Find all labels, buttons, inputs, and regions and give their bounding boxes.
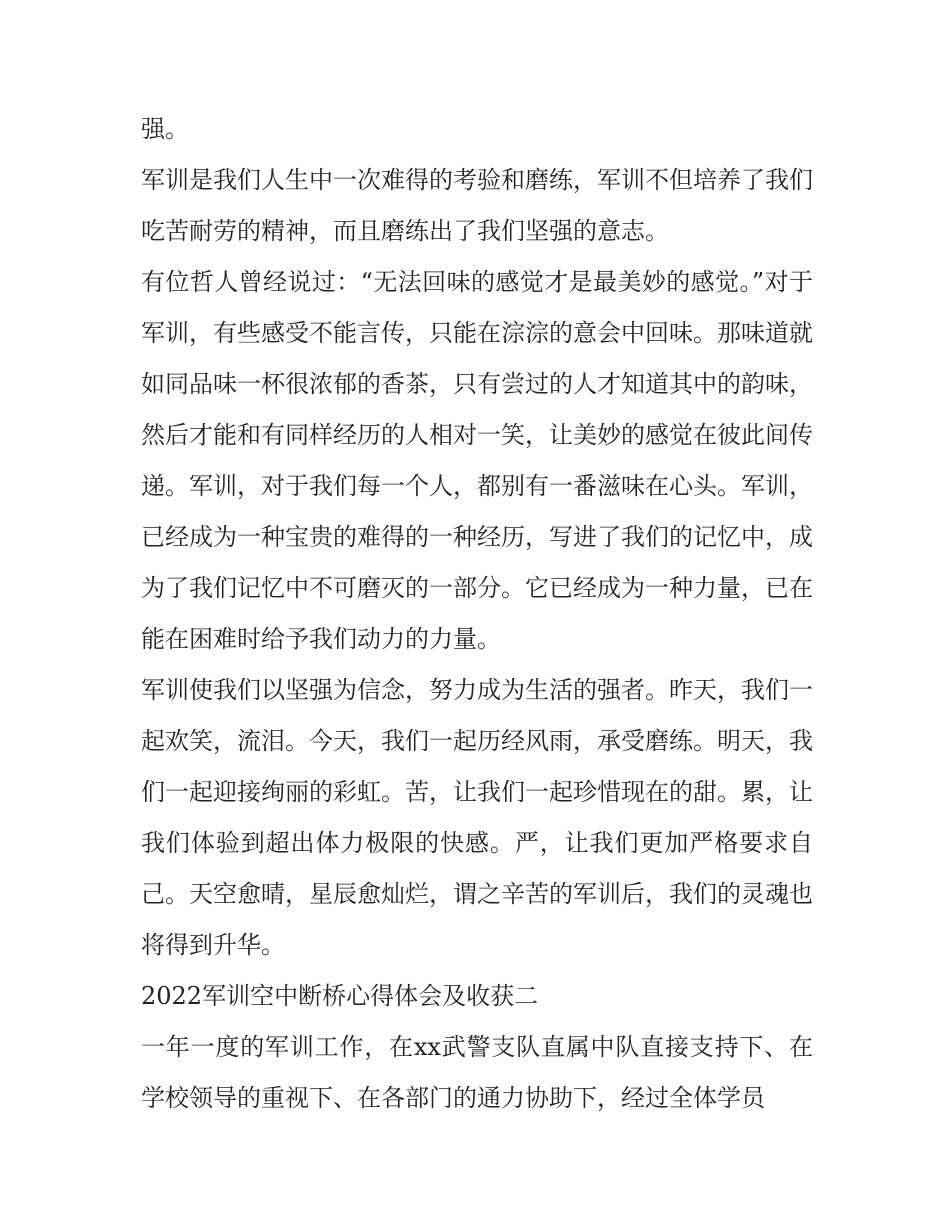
paragraph-strong-belief: 军训使我们以坚强为信念，努力成为生活的强者。昨天，我们一起欢笑，流泪。今天，我们一起历经风雨，承受磨练。明天，我们一起迎接绚丽的彩虹。苦，让我们一起珍惜现在的甜。累，让我们体验到超出体力极限的快感。严，让我们更加严格要求自己。天空愈晴，星辰愈灿烂，谓之辛苦的军训后，我们的灵魂也将得到升华。 (141, 676, 813, 959)
section-heading: 2022军训空中断桥心得体会及收获二 (141, 982, 539, 1010)
paragraph-annual-training: 一年一度的军训工作，在xx武警支队直属中队直接支持下、在学校领导的重视下、在各部门的通力协助下，经过全体学员 (141, 1033, 813, 1112)
paragraph-military-training-test: 军训是我们人生中一次难得的考验和磨练，军训不但培养了我们吃苦耐劳的精神，而且磨练出了我们坚强的意志。 (141, 166, 813, 245)
paragraph-continuation: 强。 (141, 115, 189, 143)
paragraph-philosopher-quote: 有位哲人曾经说过：“无法回味的感觉才是最美妙的感觉。”对于军训，有些感受不能言传，只能在淙淙的意会中回味。那味道就如同品味一杯很浓郁的香茶，只有尝过的人才知道其中的韵味，然后才能和有同样经历的人相对一笑，让美妙的感觉在彼此间传递。军训，对于我们每一个人，都别有一番滋味在心头。军训，已经成为一种宝贵的难得的一种经历，写进了我们的记忆中，成为了我们记忆中不可磨灭的一部分。它已经成为一种力量，已在能在困难时给予我们动力的力量。 (141, 268, 813, 653)
document-body (141, 104, 813, 1124)
